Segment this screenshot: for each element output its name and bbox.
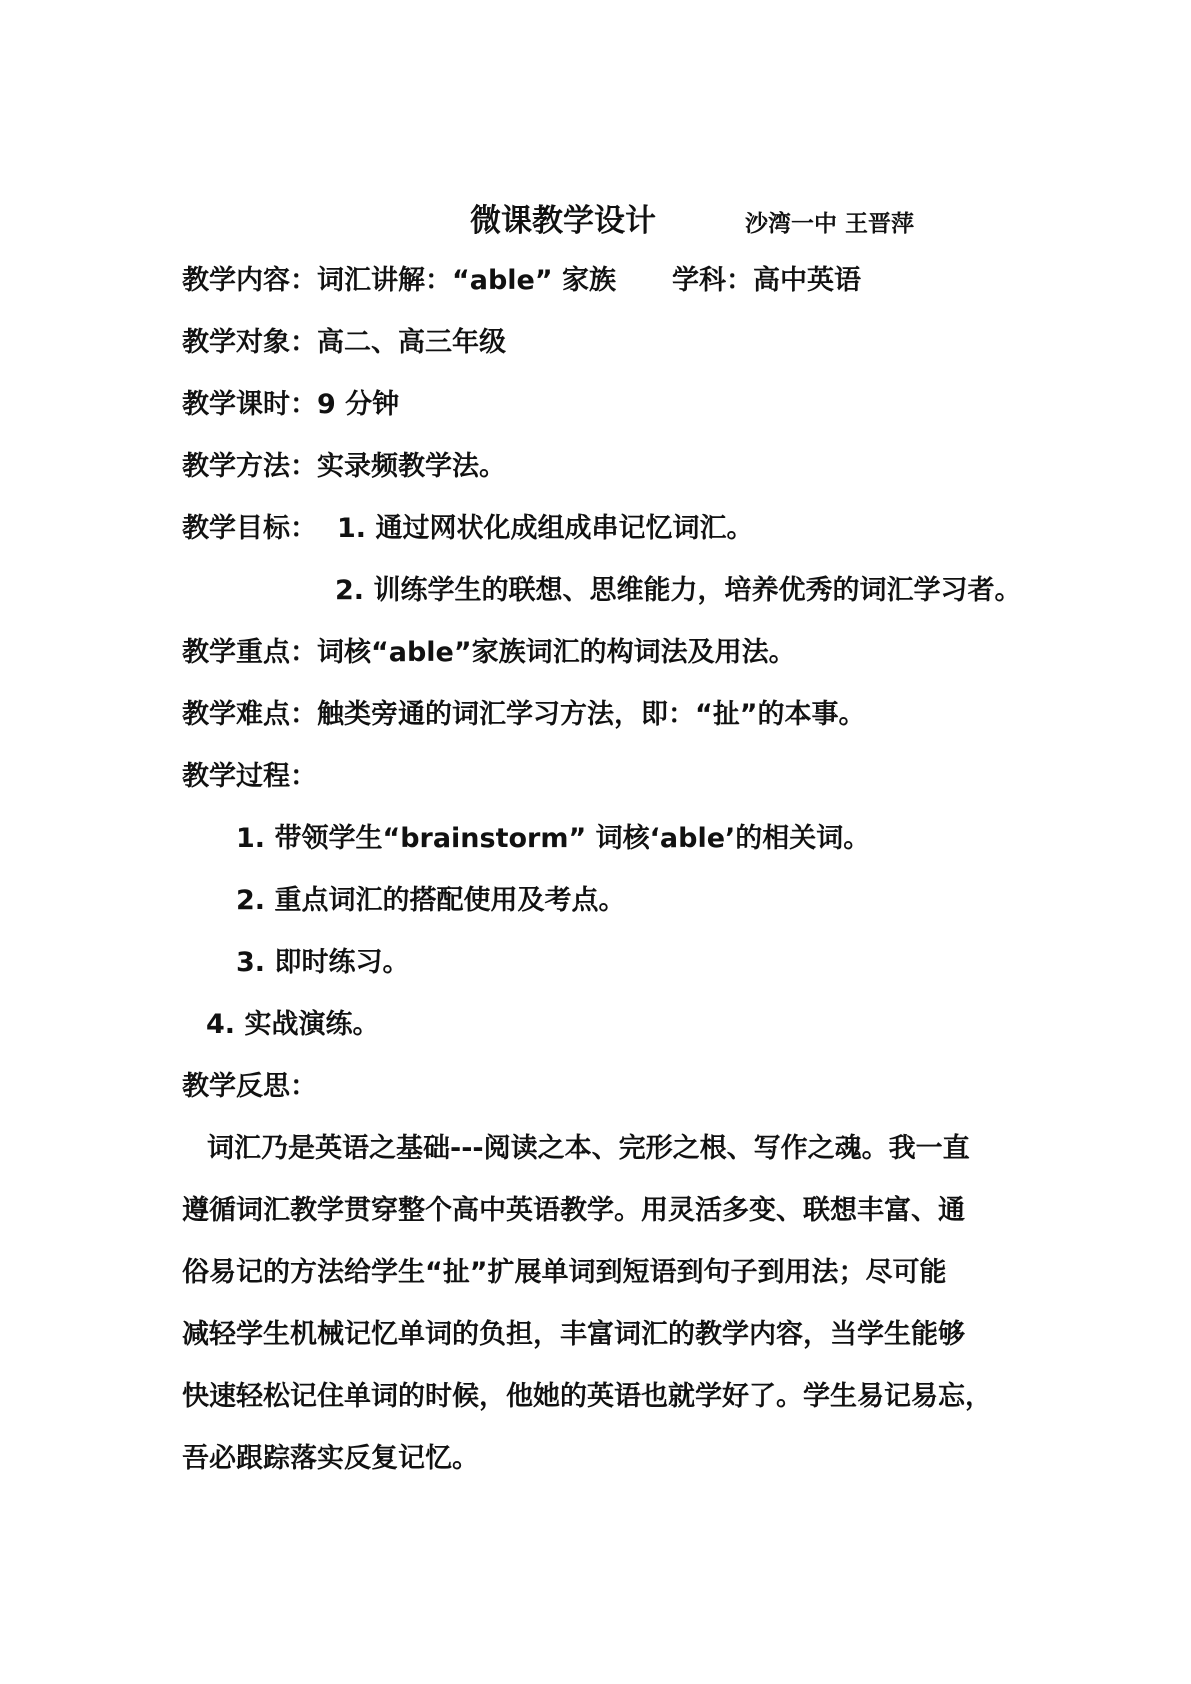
duration-row — [182, 388, 399, 422]
difficulty-label: 教学难点： — [182, 699, 317, 730]
reflection-line-2: 遵循词汇教学贯穿整个高中英语教学。用灵活多变、联想丰富、通 — [182, 1195, 965, 1226]
audience-label: 教学对象： — [182, 327, 317, 358]
document-author: 沙湾一中 王晋萍 — [745, 211, 915, 237]
goals-label: 教学目标： — [182, 513, 317, 544]
process-step-2: 2. 重点词汇的搭配使用及考点。 — [236, 885, 626, 916]
reflection-line-3: 俗易记的方法给学生“扯”扩展单词到短语到句子到用法；尽可能 — [182, 1257, 947, 1288]
process-label: 教学过程： — [182, 761, 317, 792]
content-row — [182, 264, 616, 298]
audience-row — [182, 326, 506, 360]
document-title: 微课教学设计 — [470, 203, 656, 239]
reflection-line-1: 词汇乃是英语之基础---阅读之本、完形之根、写作之魂。我一直 — [207, 1133, 970, 1164]
audience-value: 高二、高三年级 — [317, 327, 506, 358]
goal-item-2: 2. 训练学生的联想、思维能力，培养优秀的词汇学习者。 — [335, 575, 1022, 606]
content-label: 教学内容： — [182, 265, 317, 296]
focus-label: 教学重点： — [182, 637, 317, 668]
method-label: 教学方法： — [182, 451, 317, 482]
subject-value: 高中英语 — [753, 265, 861, 296]
reflection-line-6: 吾必跟踪落实反复记忆。 — [182, 1443, 479, 1474]
duration-value: 9 分钟 — [317, 389, 400, 420]
reflection-line-5: 快速轻松记住单词的时候，他她的英语也就学好了。学生易记易忘， — [182, 1381, 992, 1412]
focus-row — [182, 636, 796, 670]
reflection-label: 教学反思： — [182, 1071, 317, 1102]
goal-item-1: 1. 通过网状化成组成串记忆词汇。 — [337, 513, 754, 544]
subject-label: 学科： — [672, 265, 753, 296]
content-value: 词汇讲解：“able” 家族 — [317, 265, 617, 296]
difficulty-row — [182, 698, 866, 732]
focus-value: 词核“able”家族词汇的构词法及用法。 — [317, 637, 796, 668]
process-step-3: 3. 即时练习。 — [236, 947, 410, 978]
method-row — [182, 450, 506, 484]
method-value: 实录频教学法。 — [317, 451, 506, 482]
reflection-line-4: 减轻学生机械记忆单词的负担，丰富词汇的教学内容，当学生能够 — [182, 1319, 965, 1350]
difficulty-value: 触类旁通的词汇学习方法，即：“扯”的本事。 — [317, 699, 866, 730]
duration-label: 教学课时： — [182, 389, 317, 420]
process-step-4: 4. 实战演练。 — [206, 1009, 380, 1040]
subject-row — [672, 264, 861, 298]
process-step-1: 1. 带领学生“brainstorm” 词核‘able’的相关词。 — [236, 823, 871, 854]
